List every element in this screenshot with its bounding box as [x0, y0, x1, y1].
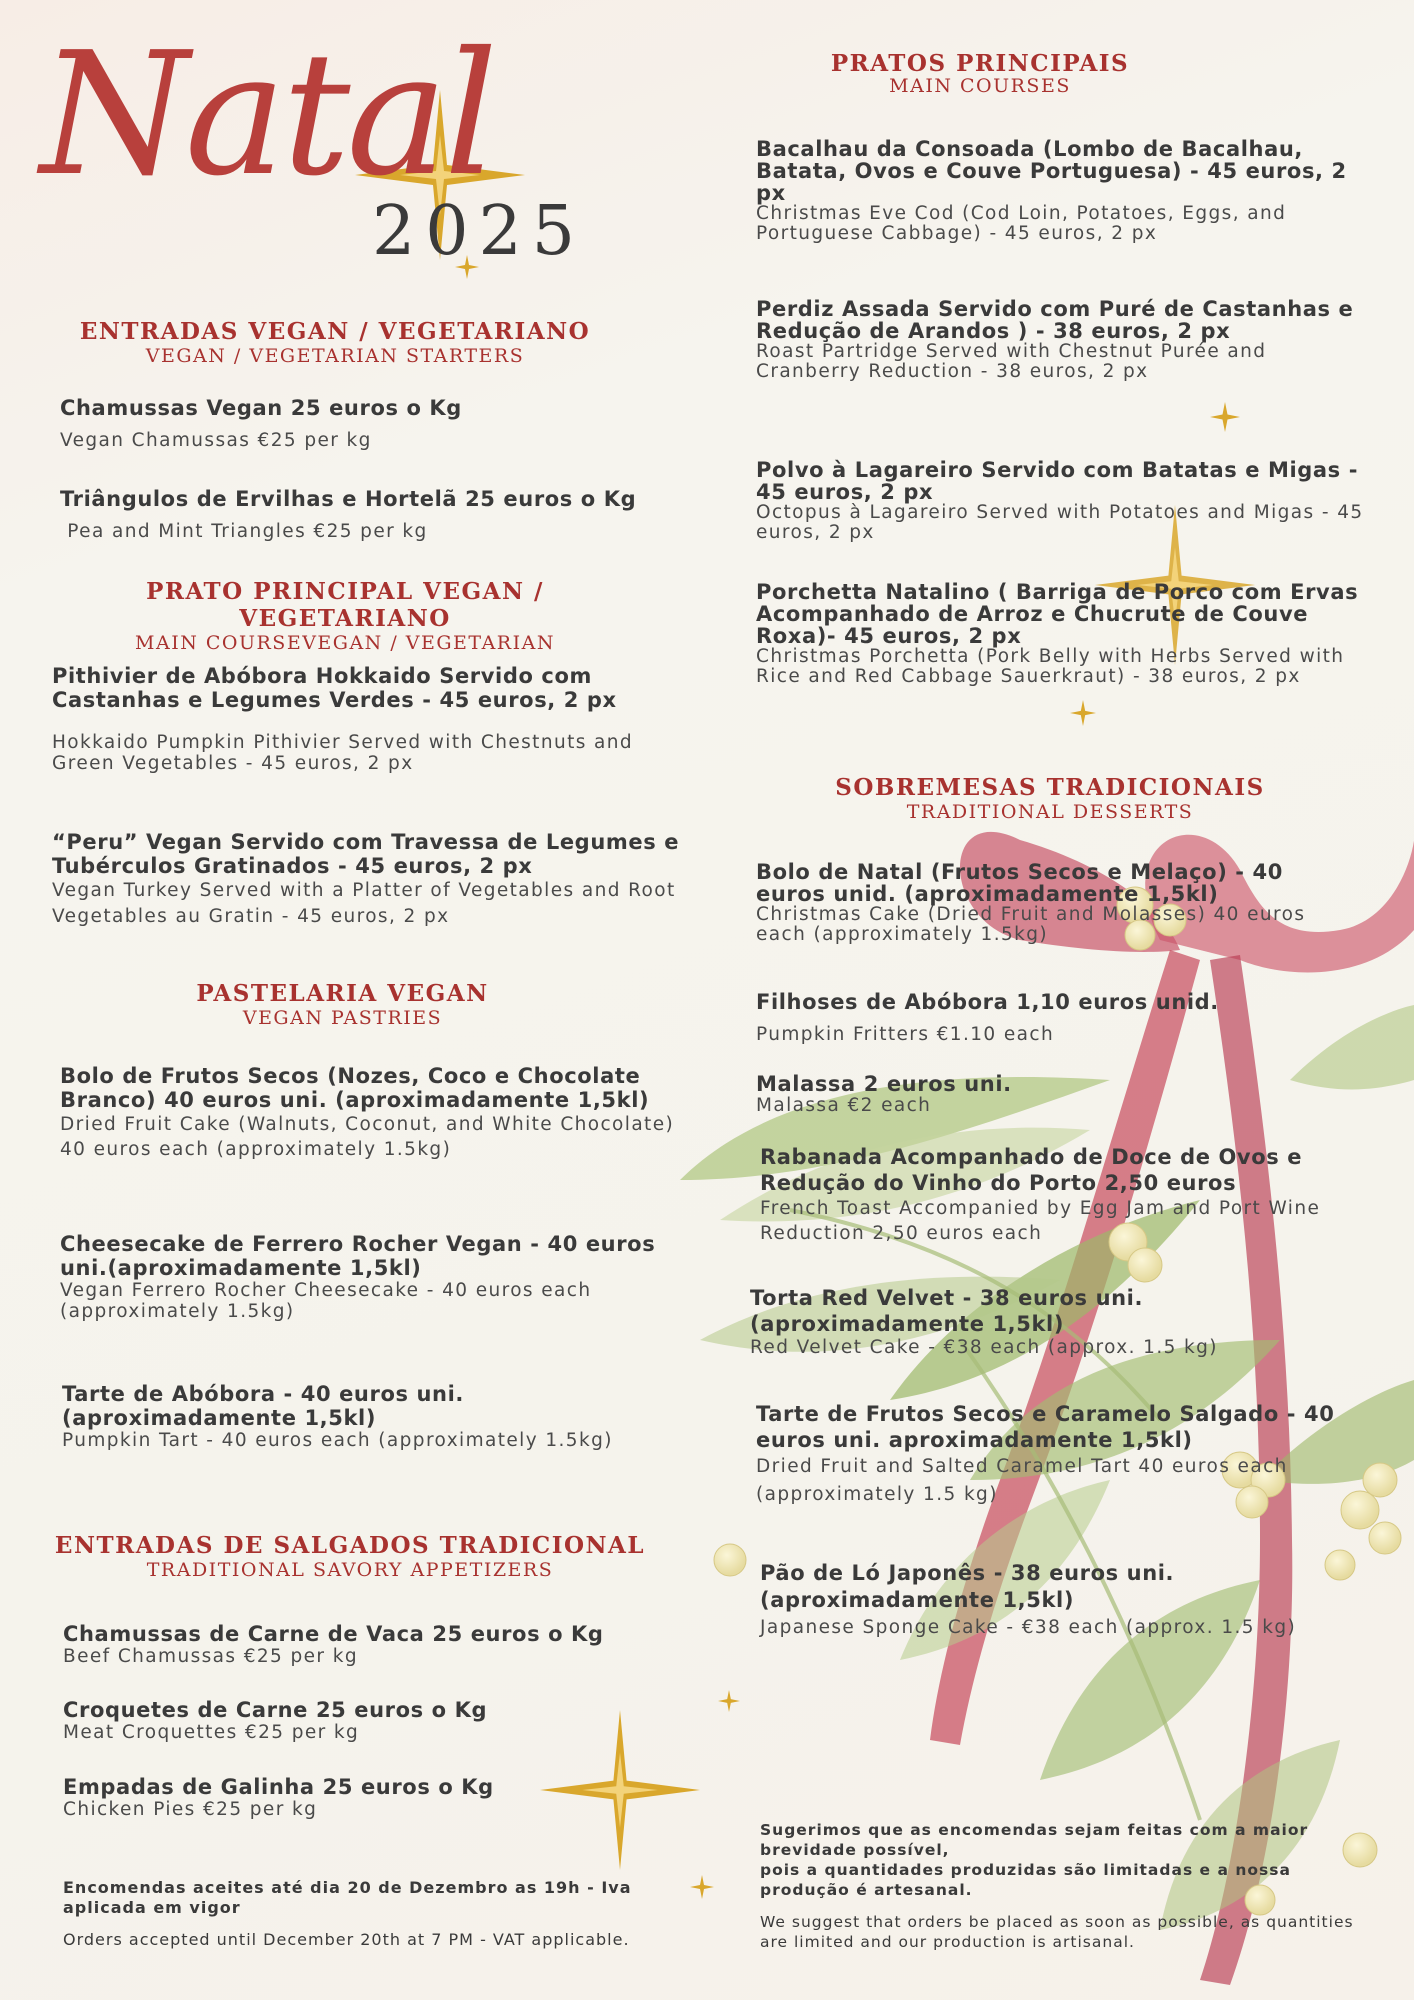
- menu-item: “Peru” Vegan Servido com Travessa de Legumes e Tubérculos Gratinados - 45 euros, 2 px Vegan Turkey Served with a Platter of Vegetables and Root Vegetables au Gratin - 45 euros, 2 px: [52, 830, 680, 927]
- section-savory: ENTRADAS DE SALGADOS TRADICIONAL TRADITIONAL SAVORY APPETIZERS: [54, 1532, 646, 1581]
- menu-item: Porchetta Natalino ( Barriga de Porco com Ervas Acompanhado de Arroz e Chucrute de Couve Roxa)- 45 euros, 2 px Christmas Porchetta (Pork Belly with Herbs Served with Rice and Red Cabbage Sauerkraut) - 38 euros, 2 px: [756, 580, 1359, 687]
- menu-item: Malassa 2 euros uni. Malassa €2 each: [756, 1072, 1012, 1116]
- menu-item: Polvo à Lagareiro Servido com Batatas e Migas - 45 euros, 2 px Octopus à Lagareiro Served with Potatoes and Migas - 45 euros, 2 px: [756, 458, 1364, 543]
- sparkle-icon: [1070, 700, 1096, 726]
- menu-item: Perdiz Assada Servido com Puré de Castanhas e Redução de Arandos ) - 38 euros, 2 px Roast Partridge Served with Chestnut Purée and Cranberry Reduction - 38 euros, 2 px: [756, 297, 1354, 382]
- section-mains: PRATOS PRINCIPAIS MAIN COURSES: [830, 50, 1130, 97]
- menu-item: Empadas de Galinha 25 euros o Kg Chicken Pies €25 per kg: [63, 1775, 494, 1820]
- menu-item: Chamussas Vegan 25 euros o Kg Vegan Chamussas €25 per kg: [60, 396, 462, 451]
- menu-item: Chamussas de Carne de Vaca 25 euros o Kg Beef Chamussas €25 per kg: [63, 1622, 604, 1667]
- menu-item: Triângulos de Ervilhas e Hortelã 25 euros o Kg Pea and Mint Triangles €25 per kg: [60, 487, 637, 542]
- menu-item: Torta Red Velvet - 38 euros uni. (aproximadamente 1,5kl) Red Velvet Cake - €38 each (approx. 1.5 kg): [750, 1286, 1218, 1358]
- menu-item: Tarte de Frutos Secos e Caramelo Salgado - 40 euros uni. aproximadamente 1,5kl) Dried Fruit and Salted Caramel Tart 40 euros each (approximately 1.5 kg): [756, 1402, 1335, 1505]
- section-starters-vegan: ENTRADAS VEGAN / VEGETARIANO VEGAN / VEGETARIAN STARTERS: [79, 318, 591, 367]
- sparkle-icon: [1210, 402, 1240, 432]
- mistletoe-illustration: [640, 780, 1414, 2000]
- section-main-vegan: PRATO PRINCIPAL VEGAN / VEGETARIANO MAIN COURSEVEGAN / VEGETARIAN: [135, 578, 555, 654]
- menu-item: Bolo de Frutos Secos (Nozes, Coco e Chocolate Branco) 40 euros uni. (aproximadamente 1,5kl) Dried Fruit Cake (Walnuts, Coconut, and White Chocolate) 40 euros each (approximately 1.5kg): [60, 1064, 675, 1160]
- header-title: Natal: [40, 16, 495, 214]
- orders-note: Encomendas aceites até dia 20 de Dezembro as 19h - Iva aplicada em vigor Orders accepted until December 20th at 7 PM - VAT applicable.: [63, 1878, 632, 1949]
- menu-item: Croquetes de Carne 25 euros o Kg Meat Croquettes €25 per kg: [63, 1698, 488, 1743]
- menu-item: Rabanada Acompanhado de Doce de Ovos e Redução do Vinho do Porto 2,50 euros French Toast Accompanied by Egg Jam and Port Wine Reduction 2,50 euros each: [760, 1145, 1321, 1244]
- menu-item: Bacalhau da Consoada (Lombo de Bacalhau, Batata, Ovos e Couve Portuguesa) - 45 euros, 2 px Christmas Eve Cod (Cod Loin, Potatoes, Eggs, and Portuguese Cabbage) - 45 euros, 2 px: [756, 137, 1347, 244]
- menu-item: Pithivier de Abóbora Hokkaido Servido com Castanhas e Legumes Verdes - 45 euros, 2 px Hokkaido Pumpkin Pithivier Served with Chestnuts and Green Vegetables - 45 euros, 2 px: [52, 664, 634, 774]
- header-year: 2025: [372, 192, 586, 271]
- menu-item: Bolo de Natal (Frutos Secos e Melaço) - 40 euros unid. (aproximadamente 1,5kl) Christmas Cake (Dried Fruit and Molasses) 40 euros each (approximately 1.5kg): [756, 860, 1306, 945]
- menu-item: Filhoses de Abóbora 1,10 euros unid. Pumpkin Fritters €1.10 each: [756, 990, 1219, 1045]
- section-desserts: SOBREMESAS TRADICIONAIS TRADITIONAL DESSERTS: [835, 774, 1265, 823]
- menu-item: Pão de Ló Japonês - 38 euros uni. (aproximadamente 1,5kl) Japanese Sponge Cake - €38 each (approx. 1.5 kg): [760, 1561, 1297, 1638]
- suggestion-note: Sugerimos que as encomendas sejam feitas com a maior brevidade possível, pois a quantidades produzidas são limitadas e a nossa produção é artesanal. We suggest that orders be placed as soon as possible, as quantities are limited and our production is artisanal.: [760, 1821, 1354, 1951]
- section-pastry-vegan: PASTELARIA VEGAN VEGAN PASTRIES: [196, 980, 489, 1029]
- sparkle-icon: [718, 1690, 740, 1712]
- menu-item: Cheesecake de Ferrero Rocher Vegan - 40 euros uni.(aproximadamente 1,5kl) Vegan Ferrero Rocher Cheesecake - 40 euros each (approximately 1.5kg): [60, 1232, 656, 1322]
- menu-item: Tarte de Abóbora - 40 euros uni. (aproximadamente 1,5kl) Pumpkin Tart - 40 euros each (approximately 1.5kg): [62, 1382, 613, 1451]
- sparkle-icon: [690, 1875, 714, 1899]
